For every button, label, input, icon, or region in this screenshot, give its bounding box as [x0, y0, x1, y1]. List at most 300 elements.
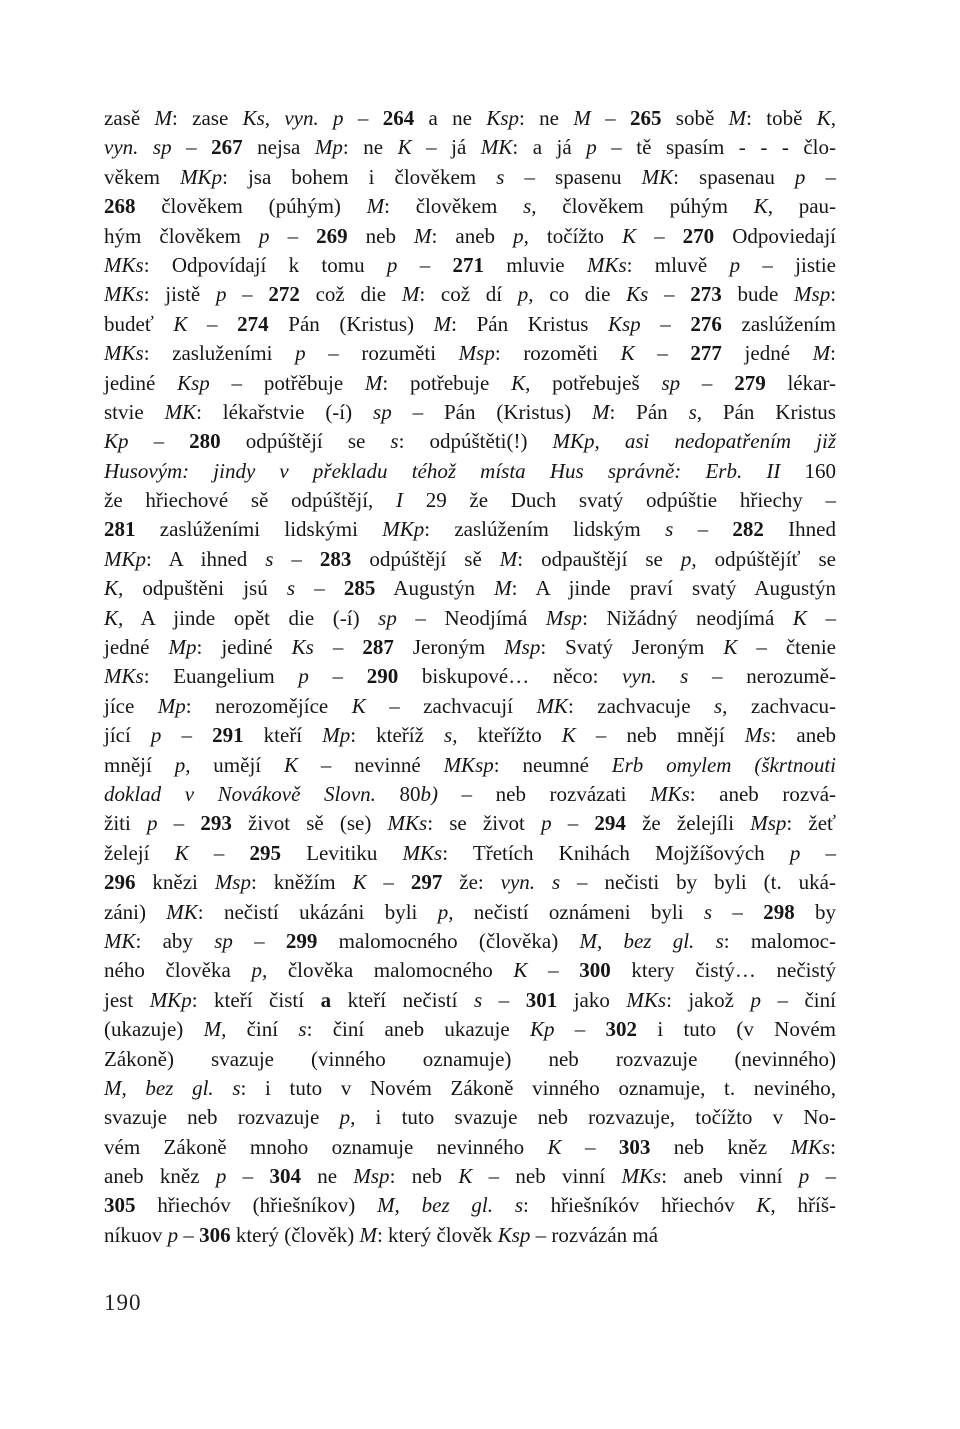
text-line	[104, 163, 836, 192]
siglum: Msp	[545, 605, 583, 630]
text-run: a ne	[414, 106, 487, 130]
siglum: s	[665, 517, 674, 542]
siglum: Msp	[458, 341, 495, 366]
text-run: : zaslúžením lidským	[424, 517, 666, 542]
text-line	[104, 1074, 836, 1103]
text-run: : jediné	[196, 635, 292, 660]
siglum: p,	[437, 899, 454, 924]
siglum: MKs	[104, 252, 144, 277]
text-run: – neb vinní	[472, 1164, 622, 1189]
text-run: : Pán	[609, 399, 689, 424]
line-ref: 306	[199, 1222, 231, 1247]
text-line	[104, 574, 836, 603]
text-run: : se život	[427, 811, 542, 836]
text-run: : kněžím	[250, 870, 353, 895]
text-line	[104, 721, 836, 750]
siglum: Erb omylem (škrtnouti	[611, 752, 836, 777]
text-run: –	[161, 723, 213, 748]
text-run: odpúštějí sě	[351, 546, 500, 571]
siglum: K,	[511, 370, 531, 395]
siglum: p	[789, 840, 801, 865]
text-line	[104, 310, 836, 339]
text-run: –	[800, 840, 837, 865]
siglum: s	[298, 1017, 307, 1042]
siglum: p,	[680, 546, 697, 571]
siglum: K	[351, 693, 366, 718]
text-run: neb	[347, 223, 415, 248]
siglum: Msp	[214, 870, 251, 895]
siglum: MKs	[621, 1164, 662, 1189]
siglum: p	[150, 723, 162, 748]
text-line	[104, 751, 836, 780]
text-run: ne	[300, 1164, 354, 1189]
line-ref: 269	[316, 223, 348, 248]
text-run: jíce	[104, 693, 158, 718]
text-run: –	[157, 811, 201, 836]
siglum: Ksp	[608, 311, 641, 336]
siglum: p	[215, 1164, 227, 1189]
text-run: –	[366, 870, 411, 895]
text-run: : Svatý Jeroným	[540, 635, 724, 660]
siglum: MKs	[790, 1134, 831, 1159]
text-run: stvie	[104, 399, 165, 424]
text-run: –	[561, 1134, 619, 1159]
text-run: – nevinné	[298, 752, 444, 777]
text-run: jediné	[104, 370, 178, 395]
siglum: vyn. s	[622, 664, 689, 689]
text-line	[104, 1162, 836, 1191]
siglum: p	[167, 1222, 179, 1247]
text-run: člověka malomocného	[267, 958, 514, 983]
text-run: člověkem (púhým)	[135, 194, 367, 219]
siglum: Kp	[104, 429, 129, 454]
siglum: M, bez gl. s	[377, 1193, 523, 1218]
text-run: : zase	[171, 106, 243, 130]
siglum: s	[703, 899, 713, 924]
text-run: činí	[226, 1017, 299, 1042]
line-ref: 297	[410, 870, 443, 895]
siglum: MK	[641, 164, 674, 189]
text-line	[104, 839, 836, 868]
siglum: M	[728, 106, 747, 130]
text-line	[104, 1191, 836, 1220]
text-run: – potřěbuje	[209, 370, 365, 395]
text-run: 160	[780, 458, 836, 483]
text-line	[104, 898, 836, 927]
text-run: : člověkem	[384, 194, 524, 219]
text-run: –	[188, 840, 250, 865]
text-run: – zachvacují	[365, 693, 537, 718]
siglum: p,	[513, 223, 529, 248]
text-run: : aby	[135, 928, 215, 953]
siglum: M	[499, 546, 518, 571]
text-run: – čtenie	[737, 635, 836, 660]
text-run: –	[313, 635, 363, 660]
siglum: K	[561, 723, 576, 748]
siglum: M	[154, 106, 172, 130]
text-line	[104, 369, 836, 398]
line-ref: 279	[734, 370, 766, 395]
text-run: –	[178, 1222, 200, 1247]
text-line	[104, 809, 836, 838]
siglum: p	[215, 282, 227, 307]
text-line	[104, 515, 836, 544]
text-run: bude	[721, 282, 795, 307]
line-ref: 295	[249, 840, 282, 865]
text-run: potřebuješ	[530, 370, 662, 395]
text-run: –	[187, 311, 238, 336]
siglum: s	[496, 164, 505, 189]
text-run: Levitiku	[281, 840, 403, 865]
siglum: p	[541, 811, 552, 836]
text-line	[104, 633, 836, 662]
text-run: sobě	[661, 106, 729, 130]
text-line	[104, 457, 836, 486]
text-run: –	[634, 341, 691, 366]
siglum: Mp	[322, 723, 351, 748]
siglum: M	[433, 311, 452, 336]
line-ref: 300	[579, 958, 611, 983]
text-run: –	[809, 1164, 837, 1189]
text-run: mnějí	[104, 752, 175, 777]
siglum: MKs	[104, 664, 144, 689]
text-run: zaslúžením	[721, 311, 836, 336]
text-run: : a já	[512, 135, 587, 160]
siglum: MKp	[149, 987, 192, 1012]
siglum: doklad v Novákově Slovn.	[104, 781, 376, 806]
siglum: p	[794, 164, 806, 189]
siglum: p	[798, 1164, 810, 1189]
text-line	[104, 1103, 836, 1132]
siglum: b)	[420, 781, 438, 806]
text-line	[104, 104, 836, 133]
siglum: Msp	[750, 811, 787, 836]
text-line	[104, 133, 836, 162]
text-run: : Odpovídají k tomu	[143, 252, 387, 277]
text-line	[104, 1015, 836, 1044]
line-ref: 302	[605, 1017, 638, 1042]
text-run: žiti	[104, 811, 147, 836]
text-run: : neumné	[493, 752, 612, 777]
siglum: sp	[661, 370, 681, 395]
text-run: : Třetích Knihách Mojžíšových	[442, 840, 790, 865]
text-run: : A ihned	[146, 546, 266, 571]
text-line	[104, 398, 836, 427]
text-run: : hřiešníkóv hřiechóv	[523, 1193, 757, 1218]
siglum: I	[395, 488, 403, 513]
text-run: : Euangelium	[143, 664, 299, 689]
siglum: M	[401, 282, 420, 307]
text-run: : odpauštějí se	[517, 546, 681, 571]
text-line	[104, 280, 836, 309]
siglum: K	[352, 870, 367, 895]
text-run: Augustýn	[375, 576, 495, 601]
line-ref: 276	[690, 311, 722, 336]
text-run: což die	[299, 282, 402, 307]
text-run: záni)	[104, 899, 167, 924]
line-ref: 282	[732, 517, 764, 542]
text-run: –	[397, 252, 453, 277]
siglum: M	[366, 194, 385, 219]
line-ref: 291	[212, 723, 244, 748]
text-line	[104, 1133, 836, 1162]
text-run: –	[590, 106, 630, 130]
line-ref: 274	[237, 311, 269, 336]
text-line	[104, 545, 836, 574]
text-line	[104, 251, 836, 280]
siglum: MKp, asi nedopatřením již	[552, 429, 837, 454]
text-run: točížto	[528, 223, 623, 248]
siglum: M	[591, 399, 610, 424]
text-run: lékar-	[765, 370, 837, 395]
siglum: p	[295, 341, 306, 366]
siglum: Ksp	[497, 1222, 531, 1247]
text-run: : činí aneb ukazuje	[306, 1017, 530, 1042]
text-run: – rozuměti	[305, 341, 459, 366]
text-run: –	[527, 958, 580, 983]
text-run: Jeroným	[393, 635, 505, 660]
siglum: s	[473, 987, 483, 1012]
siglum: p,	[251, 958, 268, 983]
text-run: – rozvázán má	[530, 1222, 659, 1247]
siglum: Msp	[353, 1164, 390, 1189]
text-run: –	[554, 1017, 606, 1042]
siglum: Ms	[744, 723, 771, 748]
text-run: hřiechóv (hřiešníkov)	[135, 1193, 378, 1218]
text-run: : i tuto v Novém Zákoně vinného oznamuje, t. neviného,	[240, 1075, 836, 1100]
text-run: : jistě	[143, 282, 216, 307]
siglum: K,	[753, 194, 773, 219]
siglum: M	[359, 1222, 377, 1247]
siglum: Mp	[314, 135, 343, 160]
siglum: p	[386, 252, 398, 277]
siglum: K	[458, 1164, 473, 1189]
siglum: p,	[517, 282, 534, 307]
siglum: p	[586, 135, 597, 160]
siglum: MK	[104, 928, 136, 953]
line-ref: 290	[366, 664, 399, 689]
text-run: : což dí	[419, 282, 518, 307]
siglum: vyn. sp	[104, 135, 172, 160]
text-run: život sě (se)	[231, 811, 388, 836]
line-ref: 285	[343, 576, 376, 601]
text-run: ktery čistý… nečistý	[610, 958, 837, 983]
text-line	[104, 222, 836, 251]
text-run: –	[482, 987, 526, 1012]
text-run: –	[343, 106, 383, 130]
siglum: K	[283, 752, 298, 777]
text-line	[104, 427, 836, 456]
siglum: MKs	[650, 781, 690, 806]
text-run: : který člověk	[376, 1222, 498, 1247]
text-run: zaslúženími lidskými	[135, 517, 383, 542]
text-run: knězi	[135, 870, 215, 895]
siglum: M	[414, 223, 432, 248]
text-line	[104, 780, 836, 809]
text-run: mluvie	[484, 252, 587, 277]
text-run: – nerozumě-	[688, 664, 836, 689]
text-run: pau-	[772, 194, 837, 219]
text-run: : malomoc-	[723, 928, 836, 953]
text-run: : zachvacuje	[567, 693, 714, 718]
text-run: : kteří čistí	[191, 987, 321, 1012]
text-line	[104, 604, 836, 633]
siglum: K,	[756, 1193, 776, 1218]
siglum: Husovým: jindy v překladu téhož místa Hus správně: Erb. II	[104, 458, 781, 483]
text-run: kteří nečistí	[331, 987, 474, 1012]
text-run: Odpoviedají	[714, 223, 837, 248]
line-ref: 294	[594, 811, 626, 836]
line-ref: 277	[690, 341, 722, 366]
text-run: kteří	[243, 723, 323, 748]
text-run: –	[806, 605, 836, 630]
text-run: : jsa bohem i člověkem	[222, 164, 497, 189]
line-ref: 296	[104, 870, 136, 895]
line-ref: 299	[285, 928, 318, 953]
siglum: sp	[214, 928, 233, 953]
text-run: jedné	[721, 341, 813, 366]
siglum: M, bez gl. s	[579, 928, 724, 953]
text-line	[104, 1221, 836, 1250]
text-run: svazuje neb rozvazuje	[104, 1105, 340, 1130]
line-ref: 283	[319, 546, 352, 571]
text-run: –	[308, 664, 367, 689]
text-run: i tuto (v Novém	[637, 1017, 836, 1042]
text-run: – jistie	[740, 252, 836, 277]
text-run: –	[128, 429, 190, 454]
text-run: odpuštěni jsú	[123, 576, 287, 601]
text-line	[104, 192, 836, 221]
siglum: Ks	[291, 635, 314, 660]
siglum: K,	[816, 106, 837, 130]
text-run: – neb rozvázati	[437, 781, 651, 806]
text-run: 29 že Duch svatý odpúštie hřiechy –	[402, 488, 836, 513]
text-run: : spasenau	[673, 164, 795, 189]
siglum: K,	[104, 605, 124, 630]
siglum: MKs	[402, 840, 443, 865]
siglum: K,	[104, 576, 124, 601]
line-ref: 287	[362, 635, 394, 660]
text-run: ného člověka	[104, 958, 252, 983]
text-run: neb kněz	[650, 1134, 791, 1159]
text-run: : jakož	[666, 987, 751, 1012]
text-run: – já	[411, 135, 481, 160]
text-run: : lékařstvie (-í)	[196, 399, 374, 424]
line-ref: 304	[269, 1164, 301, 1189]
text-run: –	[171, 135, 212, 160]
text-run: –	[648, 282, 691, 307]
siglum: Kp	[529, 1017, 555, 1042]
siglum: K	[622, 223, 637, 248]
text-run: : tobě	[746, 106, 817, 130]
siglum: p	[298, 664, 309, 689]
siglum: s	[265, 546, 274, 571]
siglum: MKs	[104, 341, 144, 366]
text-run: : rozoměti	[494, 341, 621, 366]
text-run: věkem	[104, 164, 181, 189]
siglum: Ksp	[486, 106, 520, 130]
text-run: že želejíli	[625, 811, 751, 836]
text-run: – spasenu	[504, 164, 642, 189]
text-line	[104, 662, 836, 691]
text-run: –	[226, 282, 269, 307]
siglum: K	[547, 1134, 562, 1159]
siglum: MKs	[626, 987, 667, 1012]
line-ref: 270	[682, 223, 715, 248]
text-run: : žeť	[786, 811, 837, 836]
siglum: M	[812, 341, 831, 366]
text-run: vém Zákoně mnoho oznamuje nevinného	[104, 1134, 548, 1159]
text-line	[104, 1045, 836, 1074]
siglum: s	[390, 429, 399, 454]
line-ref: 271	[452, 252, 484, 277]
text-run: – Pán (Kristus)	[391, 399, 592, 424]
text-line	[104, 339, 836, 368]
siglum: sp	[378, 605, 397, 630]
text-run: : ne	[519, 106, 574, 130]
siglum: MK	[164, 399, 197, 424]
text-run: nejsa	[242, 135, 315, 160]
text-run: : Pán Kristus	[451, 311, 608, 336]
siglum: Msp	[504, 635, 541, 660]
text-run: biskupové… něco:	[398, 664, 623, 689]
text-line	[104, 927, 836, 956]
siglum: K	[513, 958, 528, 983]
siglum: K	[620, 341, 635, 366]
line-ref: 301	[525, 987, 558, 1012]
siglum: MKp	[382, 517, 425, 542]
text-run: : neb	[389, 1164, 459, 1189]
text-run: (ukazuje)	[104, 1017, 204, 1042]
text-run: Ihned	[763, 517, 836, 542]
text-run: –	[273, 546, 320, 571]
siglum: K	[723, 635, 738, 660]
text-run: odpúštějí se	[220, 429, 391, 454]
siglum: sp	[373, 399, 392, 424]
text-run: : zasluženími	[143, 341, 296, 366]
text-run: :	[830, 282, 837, 307]
text-run: malomocného (člověka)	[317, 928, 580, 953]
text-run: :	[830, 341, 837, 366]
siglum: MKs	[387, 811, 428, 836]
text-run: 80	[375, 781, 421, 806]
text-run: – tě spasím - - - člo-	[596, 135, 837, 160]
text-run: : aneb vinní	[661, 1164, 799, 1189]
text-run: : Nižádný neodjímá	[582, 605, 793, 630]
text-run: – činí	[760, 987, 836, 1012]
text-run: jedné	[104, 635, 169, 660]
text-run: odpúštějíť se	[696, 546, 836, 571]
text-run: nečistí oznámeni byli	[453, 899, 704, 924]
siglum: vyn. s	[500, 870, 561, 895]
text-line	[104, 692, 836, 721]
text-run: – Neodjímá	[396, 605, 546, 630]
text-run: jest	[104, 987, 150, 1012]
text-run: –	[680, 370, 735, 395]
text-run: : kteříž	[350, 723, 445, 748]
page-number: 190	[104, 1290, 142, 1315]
text-run: i tuto svazuje neb rozvazuje, točížto v No-	[355, 1105, 836, 1130]
siglum: Ksp	[177, 370, 210, 395]
text-run: –	[805, 164, 836, 189]
siglum: MK	[536, 693, 568, 718]
text-run: zachvacu-	[727, 693, 837, 718]
siglum: s	[286, 576, 296, 601]
siglum: p,	[339, 1105, 356, 1130]
siglum: MKp	[180, 164, 223, 189]
text-run: –	[295, 576, 344, 601]
text-run: kteřížto	[457, 723, 562, 748]
